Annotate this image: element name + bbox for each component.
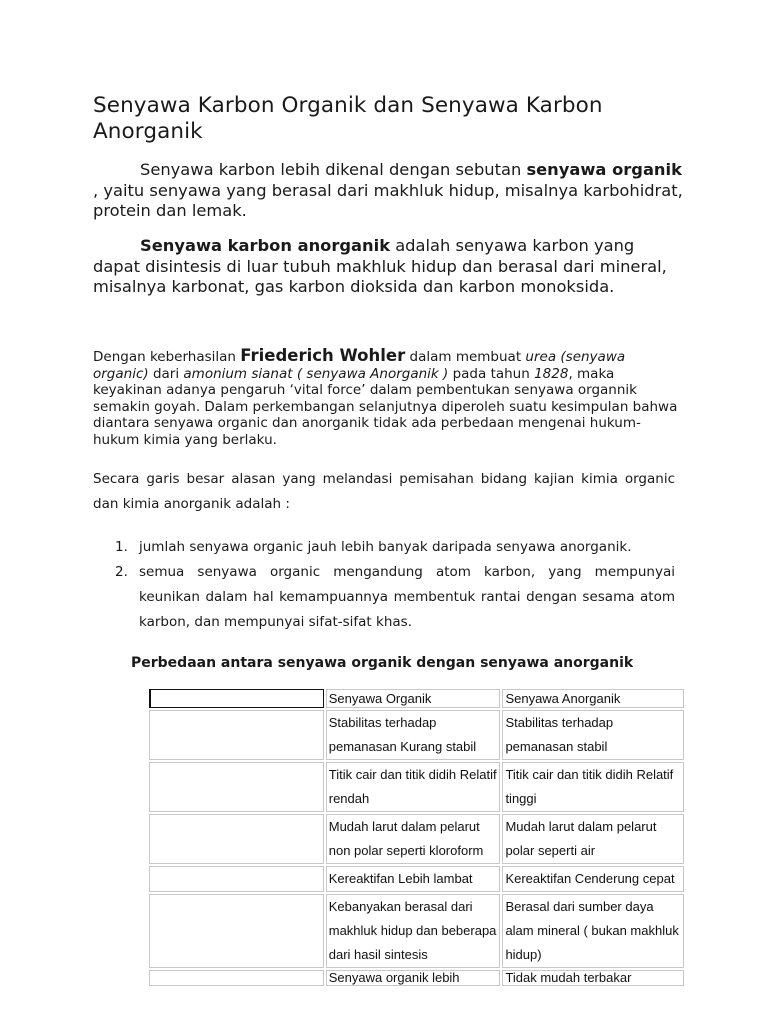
p1-text-after: , yaitu senyawa yang berasal dari makhluk hidup, misalnya karbohidrat, protein dan lemak. (93, 180, 683, 220)
table-cell (149, 710, 324, 760)
p3-urea: urea (senyawa organic) (93, 349, 626, 382)
p3-year: 1828 (534, 365, 569, 382)
p3-wohler-name: Friederich Wohler (240, 346, 406, 365)
table-cell: Kereaktifan Lebih lambat (326, 866, 501, 892)
table-row (149, 970, 684, 986)
p3-t5: , maka keyakinan adanya pengaruh ‘vital force’ dalam pembentukan senyawa organnik semakin goyah. Dalam perkembangan selanjutnya diperoleh suatu kesimpulan bahwa diantara senyawa organic dan anorganik tidak ada perbedaan mengenai hukum- hukum kimia yang berlaku. (93, 365, 678, 448)
table-header-cell: Senyawa Anorganik (502, 689, 684, 708)
list-item-number: 2. (115, 564, 128, 580)
table-cell: Titik cair dan titik didih Relatif tinggi (502, 762, 684, 812)
table-cell: Kebanyakan berasal dari makhluk hidup dan beberapa dari hasil sintesis (326, 894, 501, 968)
table-caption: Perbedaan antara senyawa organik dengan senyawa anorganik (131, 655, 634, 671)
table-row (149, 866, 684, 892)
list-item (93, 560, 675, 635)
table-header-row (149, 689, 684, 708)
list-item-text: semua senyawa organic mengandung atom karbon, yang mempunyai keunikan dalam hal kemampuannya membentuk rantai dengan sesama atom karbon, dan mempunyai sifat-sifat khas. (139, 564, 675, 630)
list-item-text: jumlah senyawa organic jauh lebih banyak daripada senyawa anorganik. (139, 539, 632, 555)
table-row (149, 710, 684, 760)
table-cell: Berasal dari sumber daya alam mineral ( bukan makhluk hidup) (502, 894, 684, 968)
table-cell (149, 970, 324, 986)
table-cell (149, 866, 324, 892)
table-header-cell (149, 689, 324, 708)
paragraph-wohler (93, 348, 683, 448)
table-cell (149, 762, 324, 812)
table-cell (149, 894, 324, 968)
table-cell: Titik cair dan titik didih Relatif rendah (326, 762, 501, 812)
table-cell: Stabilitas terhadap pemanasan Kurang stabil (326, 710, 501, 760)
table-cell: Tidak mudah terbakar (502, 970, 684, 986)
paragraph-organic-definition (93, 160, 683, 222)
table-row (149, 894, 684, 968)
p2-bold-term: Senyawa karbon anorganik (140, 236, 391, 255)
document-title: Senyawa Karbon Organik dan Senyawa Karbon Anorganik (93, 93, 603, 144)
p1-text-before: Senyawa karbon lebih dikenal dengan sebutan (140, 160, 527, 179)
p3-amonium: amonium sianat ( senyawa Anorganik ) (183, 365, 449, 382)
paragraph-inorganic-definition (93, 236, 683, 298)
table-cell: Kereaktifan Cenderung cepat (502, 866, 684, 892)
list-item-number: 1. (115, 539, 128, 555)
comparison-table (147, 687, 686, 988)
table-cell: Mudah larut dalam pelarut polar seperti air (502, 814, 684, 864)
p1-bold-term: senyawa organik (526, 160, 682, 179)
paragraph-reasons-intro: Secara garis besar alasan yang melandasi pemisahan bidang kajian kimia organic dan kimia anorganik adalah : (93, 471, 675, 512)
table-row (149, 814, 684, 864)
reasons-list (93, 535, 675, 635)
p3-t4: pada tahun (448, 365, 535, 382)
table-header-cell: Senyawa Organik (326, 689, 501, 708)
table-cell (149, 814, 324, 864)
table-cell: Senyawa organik lebih (326, 970, 501, 986)
table-row (149, 762, 684, 812)
table-cell: Mudah larut dalam pelarut non polar seperti kloroform (326, 814, 501, 864)
p3-t3: dari (148, 365, 184, 382)
p3-t2: dalam membuat (405, 349, 526, 365)
p2-text-after: adalah senyawa karbon yang dapat disintesis di luar tubuh makhluk hidup dan berasal dari mineral, misalnya karbonat, gas karbon dioksida dan karbon monoksida. (93, 236, 667, 296)
p3-t1: Dengan keberhasilan (93, 349, 241, 365)
list-item (93, 535, 675, 560)
table-cell: Stabilitas terhadap pemanasan stabil (502, 710, 684, 760)
